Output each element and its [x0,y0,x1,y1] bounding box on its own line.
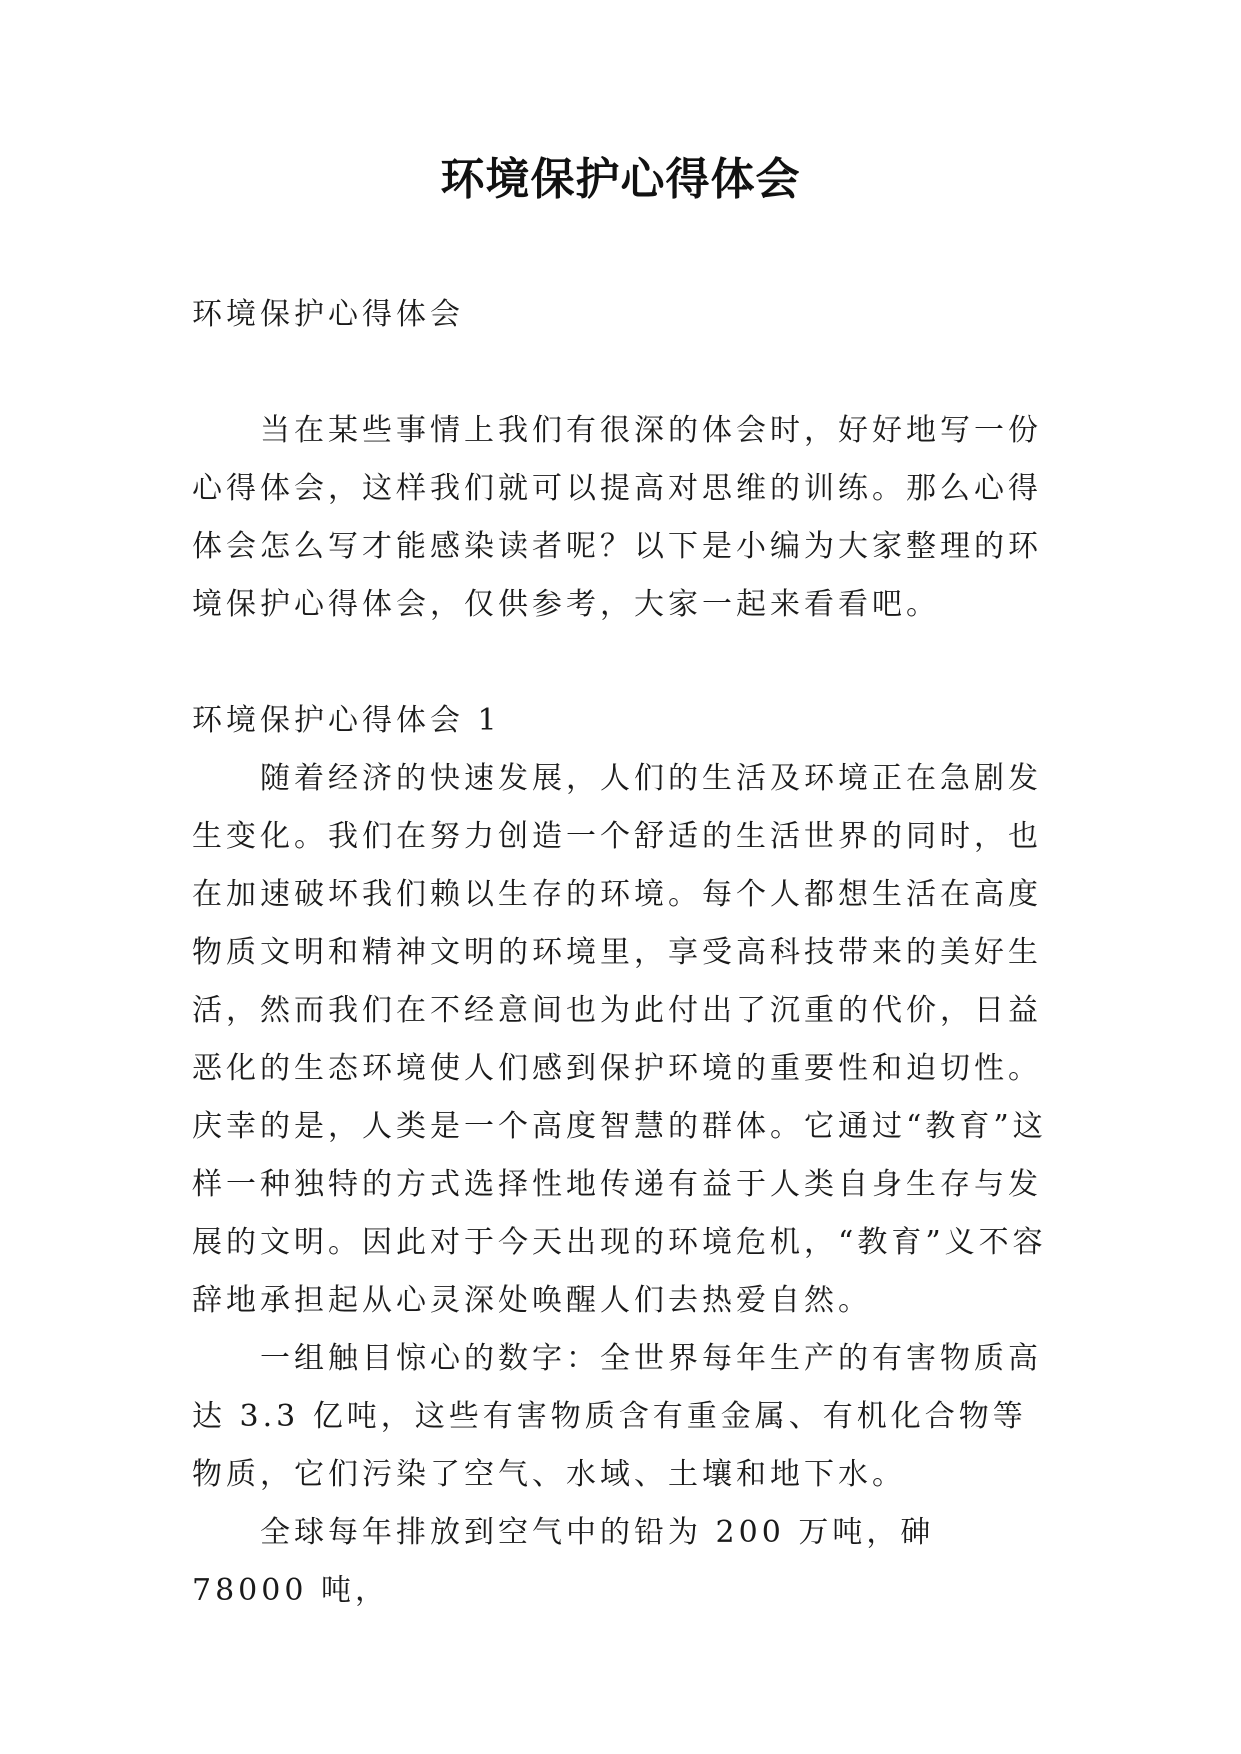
intro-paragraph: 当在某些事情上我们有很深的体会时，好好地写一份心得体会，这样我们就可以提高对思维的训练。那么心得体会怎么写才能感染读者呢？以下是小编为大家整理的环境保护心得体会，仅供参考，大家一起来看看吧。 [192,413,1042,622]
document-body [192,286,1048,1620]
document-title: 环境保护心得体会 [440,154,801,205]
spacer [192,634,1048,692]
body-paragraph: 一组触目惊心的数字：全世界每年生产的有害物质高达 3.3 亿吨，这些有害物质含有重金属、有机化合物等物质，它们污染了空气、水域、土壤和地下水。 [192,1341,1042,1492]
document-subtitle: 环境保护心得体会 [192,297,464,332]
section-heading: 环境保护心得体会 1 [192,703,501,738]
body-paragraph: 随着经济的快速发展，人们的生活及环境正在急剧发生变化。我们在努力创造一个舒适的生活世界的同时，也在加速破坏我们赖以生存的环境。每个人都想生活在高度物质文明和精神文明的环境里，享受高科技带来的美好生活，然而我们在不经意间也为此付出了沉重的代价，日益恶化的生态环境使人们感到保护环境的重要性和迫切性。庆幸的是，人类是一个高度智慧的群体。它通过“教育”这样一种独特的方式选择性地传递有益于人类自身生存与发展的文明。因此对于今天出现的环境危机，“教育”义不容辞地承担起从心灵深处唤醒人们去热爱自然。 [192,761,1047,1318]
body-paragraph: 全球每年排放到空气中的铅为 200 万吨，砷 78000 吨， [192,1515,935,1608]
spacer [192,344,1048,402]
